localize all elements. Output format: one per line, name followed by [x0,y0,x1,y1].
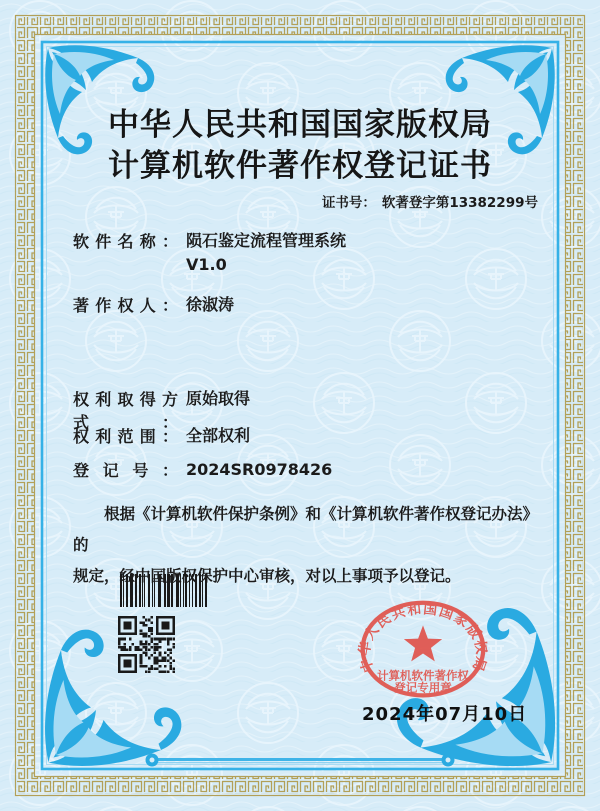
field-rights-scope [73,424,250,448]
copyright-owner-value: 徐淑涛 [186,295,235,314]
seal-inner-line-1: 计算机软件著作权 [377,668,469,683]
statement-line-1: 根据《计算机软件保护条例》和《计算机软件著作权登记办法》的 [73,505,539,554]
registration-number-value: 2024SR0978426 [186,460,333,479]
software-version-value: V1.0 [186,255,227,274]
certificate-number [322,191,538,211]
issue-date: 2024年07月10日 [362,704,528,725]
field-copyright-owner [73,293,234,317]
software-name-value: 陨石鉴定流程管理系统 [186,231,347,250]
seal-inner-line-2: 登记专用章 [394,680,452,695]
rights-scope-value: 全部权利 [186,426,251,445]
field-label: 登记号： [73,461,178,480]
field-label: 软件名称： [73,232,178,251]
field-label: 权利范围： [73,427,178,446]
registration-statement [73,499,545,592]
field-label: 著作权人： [73,296,178,315]
field-software-name [73,229,346,277]
field-registration-number [73,458,332,482]
field-label: 权利取得方式： [73,390,178,432]
seal-ring-text: 中华人民共和国国家版权局 [356,601,490,675]
certificate-number-value: 软著登字第13382299号 [381,195,538,211]
official-seal [356,598,490,702]
certificate-title: 计算机软件著作权登记证书 [108,148,492,184]
certificate-number-label: 证书号： [321,195,376,211]
red-star-icon [404,625,442,661]
issuer-title: 中华人民共和国国家版权局 [108,107,492,143]
acquisition-method-value: 原始取得 [186,389,251,408]
statement-line-2: 规定，经中国版权保护中心审核，对以上事项予以登记。 [73,567,461,585]
